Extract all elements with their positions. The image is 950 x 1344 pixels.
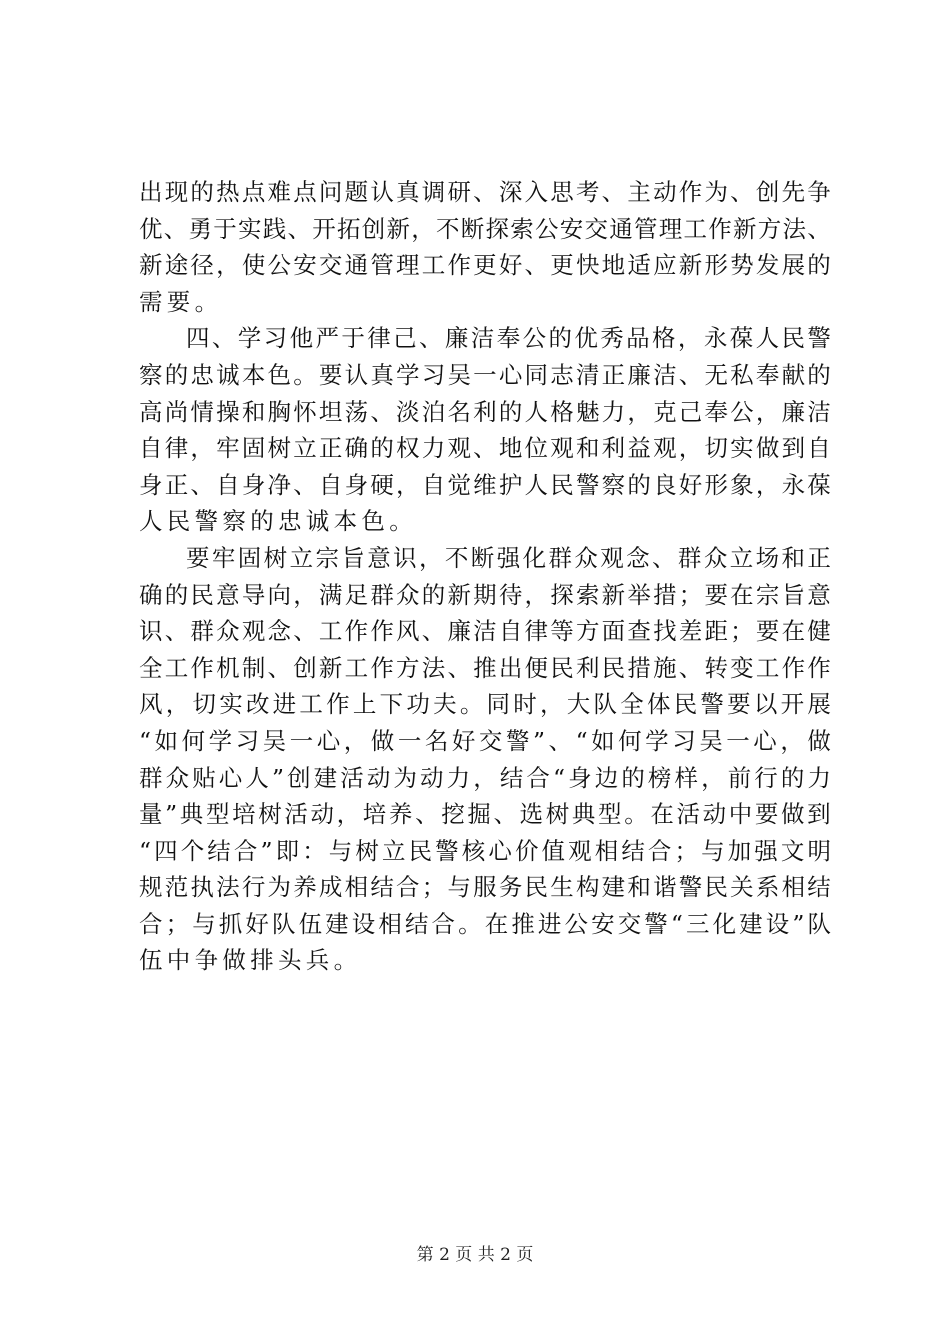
text-line: 人民警察的忠诚本色。	[139, 507, 417, 536]
text-line: “ 如 何 学 习 吴 一 心 ， 做 一 名 好 交 警 ” 、 “ 如 何 学 习 吴 一 心 ， 做	[139, 726, 831, 755]
text-line: 察 的 忠 诚 本 色 。 要 认 真 学 习 吴 一 心 同 志 清 正 廉 洁 、 无 私 奉 献 的	[139, 360, 831, 389]
text-line: 自 律 ， 牢 固 树 立 正 确 的 权 力 观 、 地 位 观 和 利 益 观 ， 切 实 做 到 自	[139, 434, 831, 463]
text-line: 识 、 群 众 观 念 、 工 作 作 风 、 廉 洁 自 律 等 方 面 查 找 差 距 ； 要 在 健	[139, 617, 831, 646]
text-line: 合 ； 与 抓 好 队 伍 建 设 相 结 合 。 在 推 进 公 安 交 警 “ 三 化 建 设 ” 队	[139, 909, 831, 938]
text-line: 全 工 作 机 制 、 创 新 工 作 方 法 、 推 出 便 民 利 民 措 施 、 转 变 工 作 作	[139, 653, 831, 682]
text-line: 风 ， 切 实 改 进 工 作 上 下 功 夫 。 同 时 ， 大 队 全 体 民 警 要 以 开 展	[139, 690, 831, 719]
text-line: 出 现 的 热 点 难 点 问 题 认 真 调 研 、 深 入 思 考 、 主 动 作 为 、 创 先 争	[139, 178, 831, 206]
text-line: 要 牢 固 树 立 宗 旨 意 识 ， 不 断 强 化 群 众 观 念 、 群 众 立 场 和 正	[186, 543, 831, 572]
text-line: 规 范 执 法 行 为 养 成 相 结 合 ； 与 服 务 民 生 构 建 和 谐 警 民 关 系 相 结	[139, 873, 831, 902]
text-line: 优 、 勇 于 实 践 、 开 拓 创 新 ， 不 断 探 索 公 安 交 通 管 理 工 作 新 方 法 、	[139, 214, 831, 243]
text-line: 身 正 、 自 身 净 、 自 身 硬 ， 自 觉 维 护 人 民 警 察 的 良 好 形 象 ， 永 葆	[139, 470, 831, 499]
text-line: 确 的 民 意 导 向 ， 满 足 群 众 的 新 期 待 ， 探 索 新 举 措 ； 要 在 宗 旨 意	[139, 580, 831, 609]
text-line: 量 ” 典 型 培 树 活 动 ， 培 养 、 挖 掘 、 选 树 典 型 。 在 活 动 中 要 做 到	[139, 800, 831, 829]
text-line: 高 尚 情 操 和 胸 怀 坦 荡 、 淡 泊 名 利 的 人 格 魅 力 ， 克 己 奉 公 ， 廉 洁	[139, 397, 831, 426]
text-line: 新 途 径 ， 使 公 安 交 通 管 理 工 作 更 好 、 更 快 地 适 应 新 形 势 发 展 的	[139, 251, 831, 280]
text-line: 伍中争做排头兵。	[139, 946, 362, 975]
text-line: “ 四 个 结 合 ” 即 ： 与 树 立 民 警 核 心 价 值 观 相 结 合 ； 与 加 强 文 明	[139, 836, 831, 865]
text-line: 群 众 贴 心 人 ” 创 建 活 动 为 动 力 ， 结 合 “ 身 边 的 榜 样 ， 前 行 的 力	[139, 763, 831, 792]
text-line: 需要。	[139, 287, 223, 316]
text-line: 四 、 学 习 他 严 于 律 己 、 廉 洁 奉 公 的 优 秀 品 格 ， 永 葆 人 民 警	[186, 324, 831, 353]
page-footer: 第 2 页 共 2 页	[416, 1245, 534, 1265]
body-text	[139, 174, 831, 979]
